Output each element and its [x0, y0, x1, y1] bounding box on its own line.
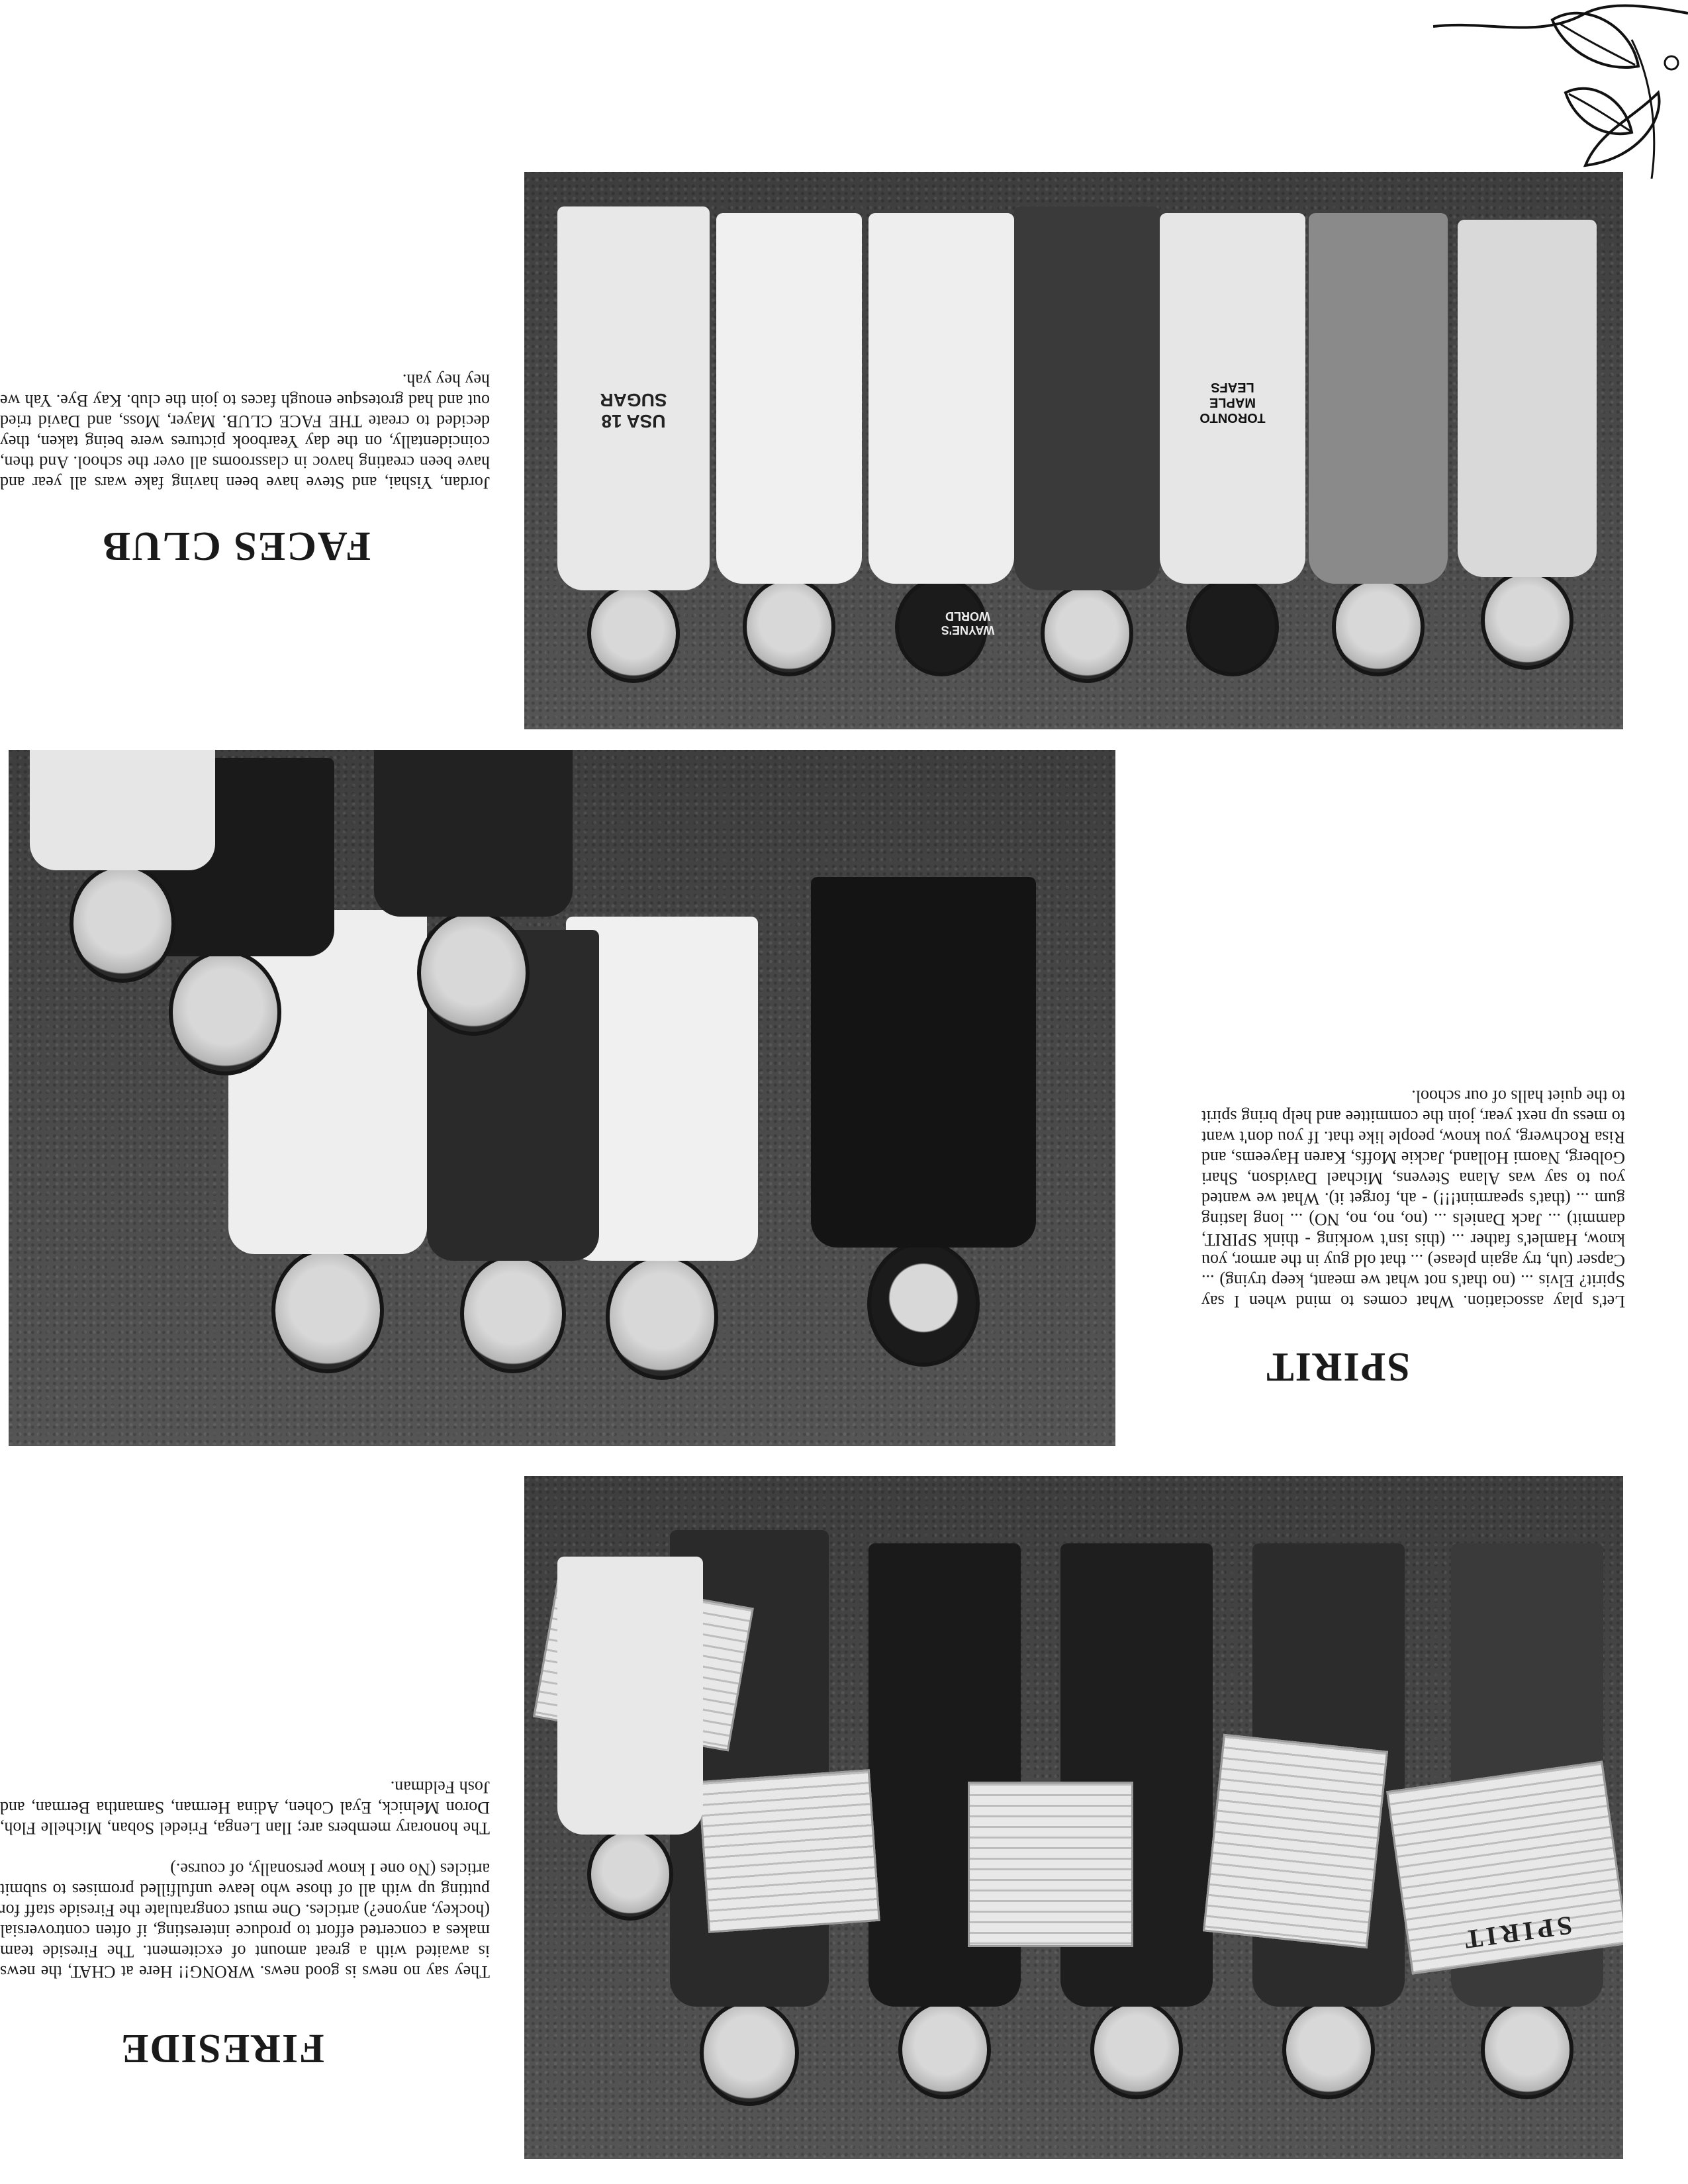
photo-person — [1458, 220, 1597, 670]
photo-person — [1014, 206, 1160, 683]
photo-person — [1160, 213, 1305, 676]
newspaper — [968, 1782, 1133, 1947]
faces-club-paragraph: Jordan, Yishai, and Steve have been having fake wars all year and have been creating havoc in classrooms all over the school. And then, coincidentally, on the day Yearbook pictures were being taken, they decided to create THE FACE CLUB. Mayer, Moss, and David tried out and had grotesque enough faces to join the club. Kay Bye. Yah we hey hey yah. — [0, 371, 490, 492]
spirit-photo — [9, 750, 1115, 1446]
fireside-paragraph-1: They say no news is good news. WRONG!! Here at CHAT, the news is awaited with a great amount of excitement. The Fireside team makes a concerted effort to produce interesting, if often controversial (hockey, anyone?) articles. One must congratulate the Fireside staff for putting up with all of those who leave unfulfilled promises to submit articles (No one I know personally, of course.) — [0, 1860, 490, 1981]
newspaper — [1203, 1734, 1388, 1948]
faces-club-text — [0, 370, 490, 493]
photo-person — [811, 877, 1036, 1367]
fireside-text — [0, 1777, 490, 1982]
photo-person — [30, 750, 215, 983]
spirit-heading: SPIRIT — [1265, 1344, 1410, 1389]
spirit-text — [1201, 1086, 1625, 1312]
faces-club-heading: FACES CLUB — [101, 523, 371, 569]
spirit-paragraph: Let's play association. What comes to mind when I say Spirit? Elvis ... (no that's not what we meant, keep trying) ... Capser (uh, try again please) ... that old guy in the armor, you know, Hamlet's father ... (this isn't working - think SPIRIT, dammit) ... Jack Daniels ... (no, no, no, NO) ... long lasting gum ... (that's spearmint!!!) - ah, forget it). What we wanted you to say was Alana Stevens, Michael Davidson, Shari Golberg, Naomi Holland, Jackie Moffs, Karen Hayeems, and Risa Rochwerg, you know, people like that. If you don't want to mess up next year, join the committee and help bring spirit to the quiet halls of our school. — [1201, 1087, 1625, 1311]
fireside-photo — [524, 1476, 1623, 2159]
newspaper-banner: SPIRIT — [1458, 1910, 1574, 1956]
photo-person — [374, 750, 573, 1036]
photo-person — [557, 206, 710, 683]
fireside-heading: FIRESIDE — [120, 2026, 324, 2071]
photo-person — [1309, 213, 1448, 676]
cap-print: WAYNE'S WORLD — [941, 610, 995, 637]
photo-person — [716, 213, 862, 676]
photo-person — [868, 213, 1014, 676]
sugar-shirt-print: USA 18 SUGAR — [600, 390, 667, 432]
fireside-paragraph-2: The honorary members are; Ilan Lenga, Friedel Soban, Michelle Floh, Doron Melnick, Eyal Cohen, Adina Herman, Samantha Berman, and Josh Feldman. — [0, 1778, 490, 1838]
faces-club-photo — [524, 172, 1623, 729]
leaf-doodle — [1433, 0, 1688, 179]
newspaper — [698, 1769, 880, 1933]
leafs-shirt-print: TORONTO MAPLE LEAFS — [1199, 380, 1266, 425]
photo-person — [557, 1557, 703, 1921]
newspaper — [1386, 1760, 1623, 1974]
